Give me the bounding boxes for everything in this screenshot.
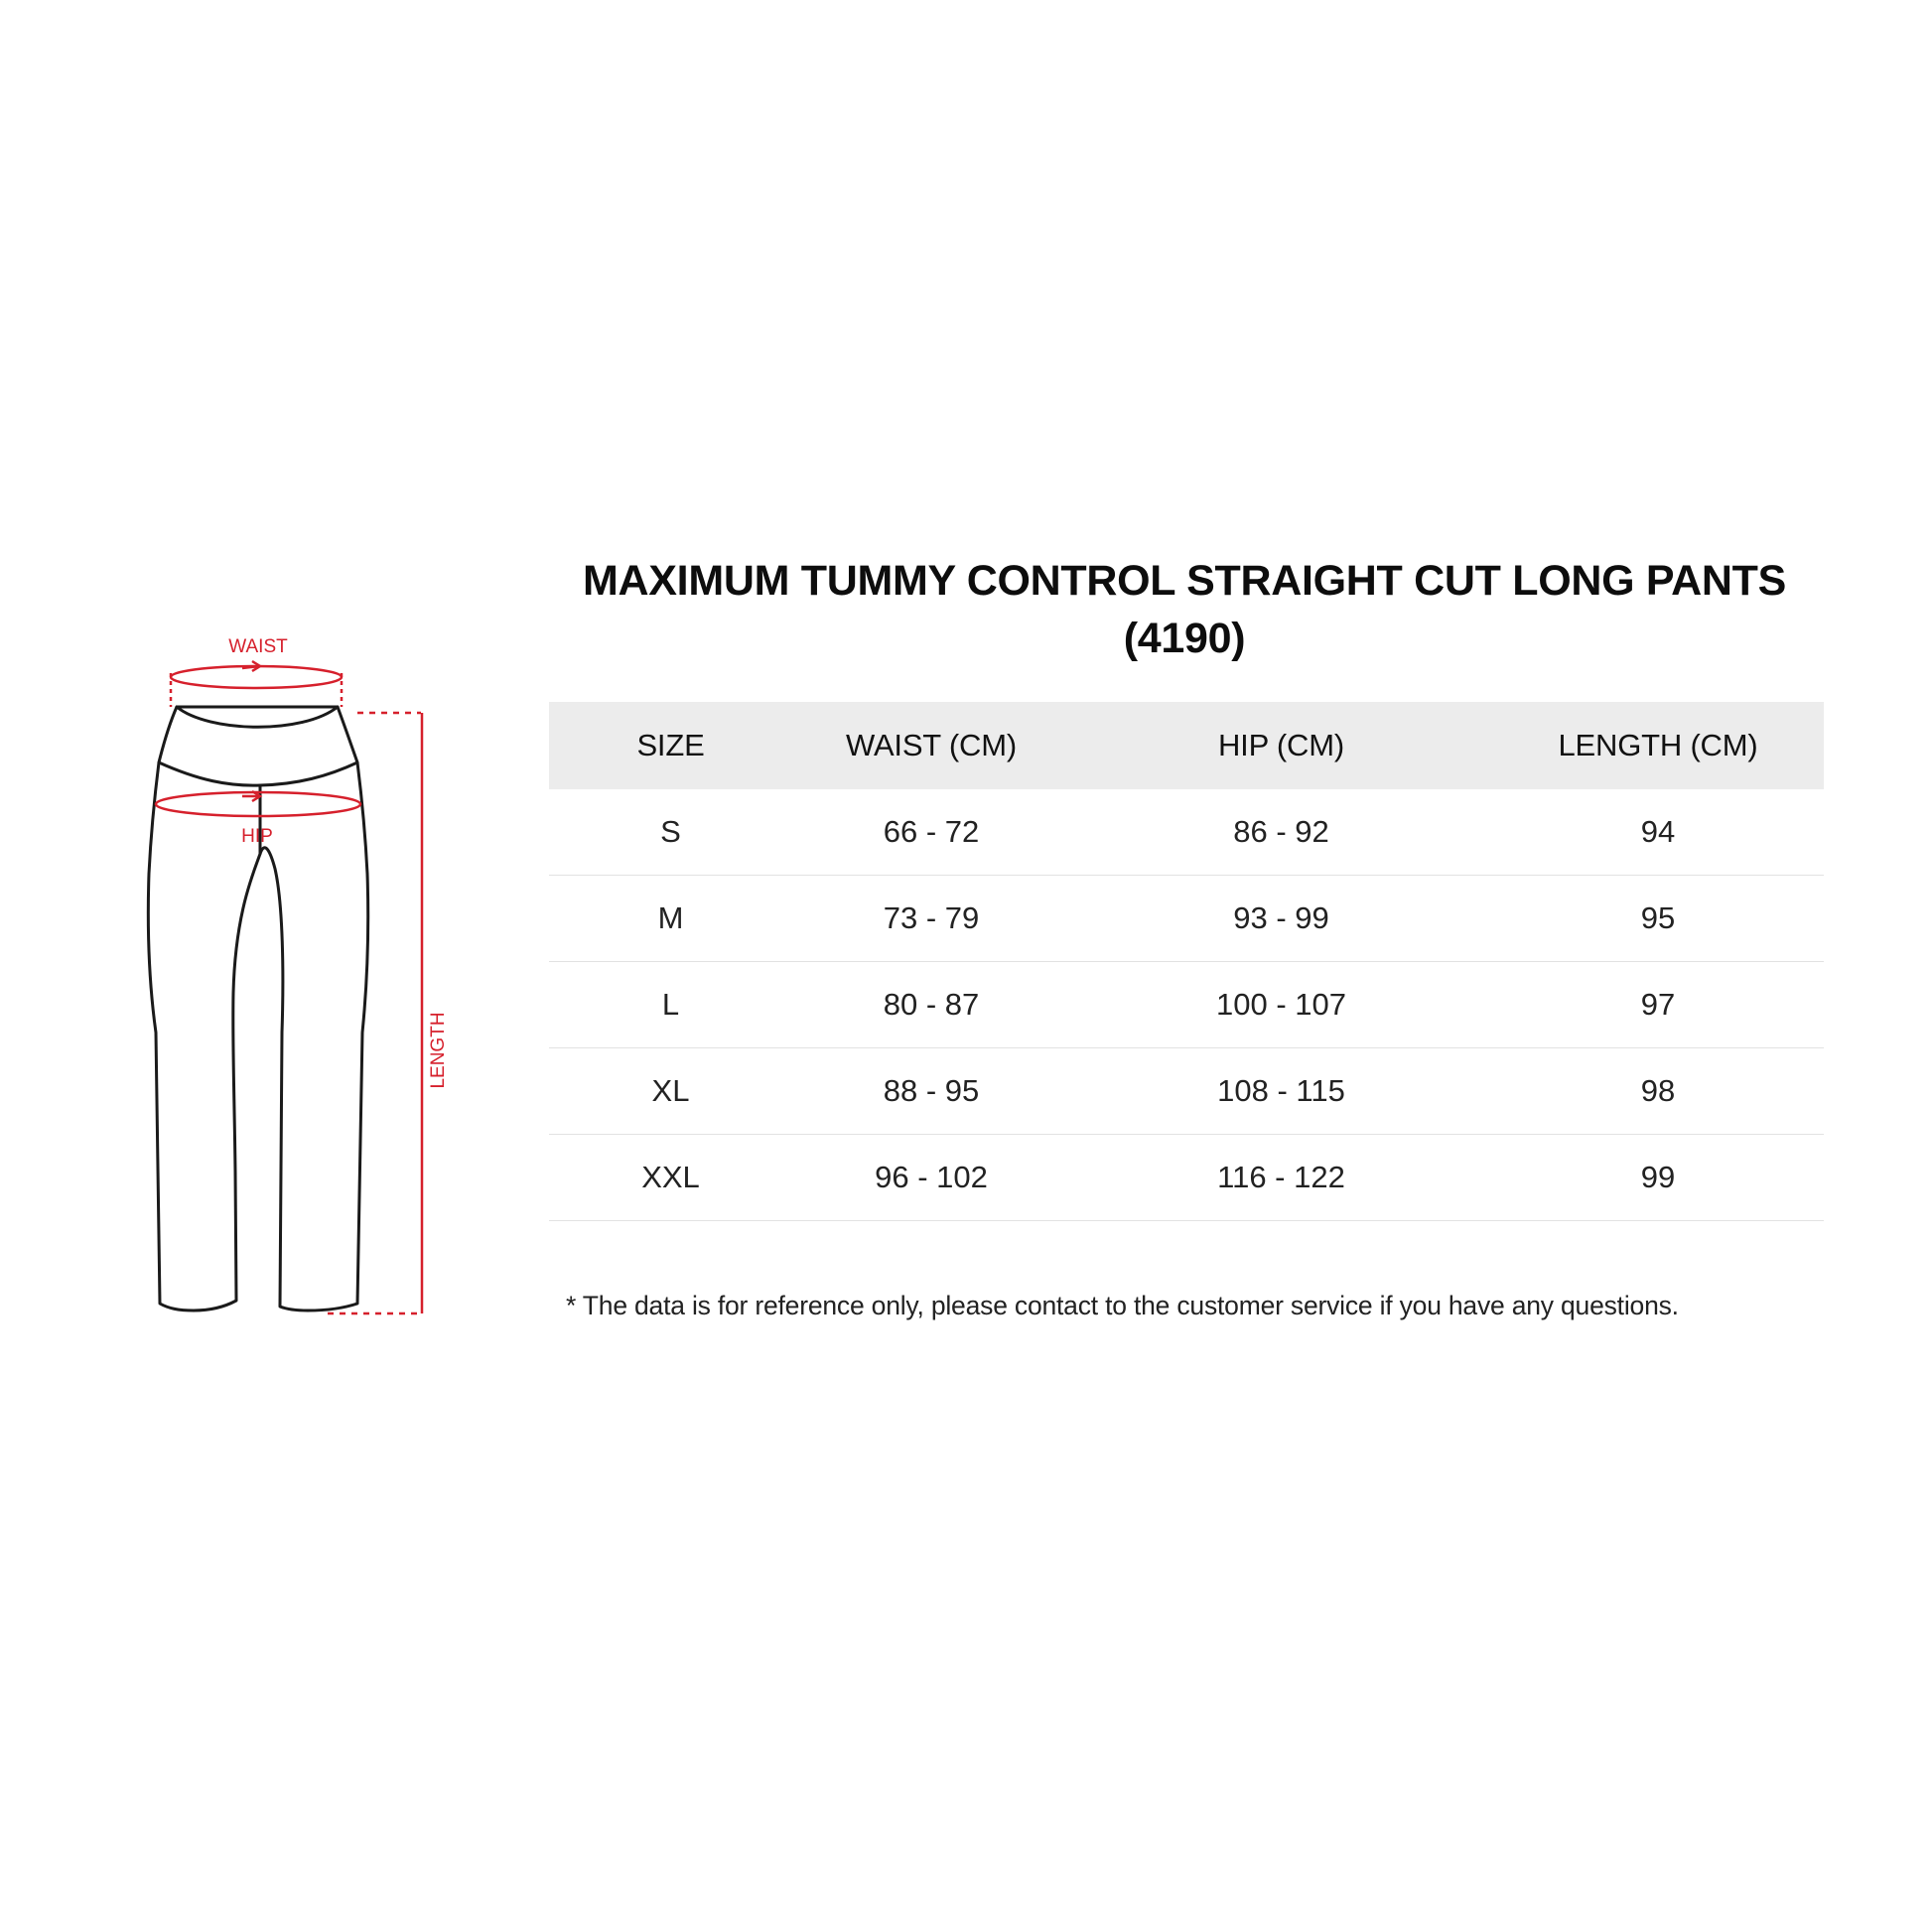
title-line-2: (4190) <box>1123 615 1246 662</box>
cell-waist: 80 - 87 <box>792 962 1070 1048</box>
cell-hip: 100 - 107 <box>1070 962 1492 1048</box>
table-row <box>549 1048 1824 1135</box>
table-row <box>549 789 1824 876</box>
cell-length: 95 <box>1492 876 1824 962</box>
cell-waist: 88 - 95 <box>792 1048 1070 1135</box>
length-label: LENGTH <box>428 1012 449 1089</box>
cell-size: XXL <box>549 1135 792 1221</box>
hip-label: HIP <box>241 826 273 847</box>
cell-size: L <box>549 962 792 1048</box>
cell-size: S <box>549 789 792 876</box>
cell-hip: 116 - 122 <box>1070 1135 1492 1221</box>
cell-waist: 66 - 72 <box>792 789 1070 876</box>
table-row <box>549 1135 1824 1221</box>
cell-length: 97 <box>1492 962 1824 1048</box>
size-table <box>549 702 1824 1221</box>
header-length: LENGTH (CM) <box>1492 702 1824 789</box>
waistband-curve <box>177 707 338 727</box>
cell-length: 94 <box>1492 789 1824 876</box>
header-waist: WAIST (CM) <box>792 702 1070 789</box>
cell-waist: 96 - 102 <box>792 1135 1070 1221</box>
cell-hip: 93 - 99 <box>1070 876 1492 962</box>
table-header-row <box>549 702 1824 789</box>
page-title <box>549 552 1820 667</box>
cell-length: 98 <box>1492 1048 1824 1135</box>
length-measure <box>328 713 422 1313</box>
waist-measure <box>171 661 342 707</box>
cell-size: M <box>549 876 792 962</box>
title-line-1: MAXIMUM TUMMY CONTROL STRAIGHT CUT LONG PANTS <box>583 557 1786 605</box>
disclaimer-note: * The data is for reference only, please contact to the customer service if you have any questions. <box>566 1291 1679 1320</box>
table-row <box>549 876 1824 962</box>
yoke-seam <box>159 762 357 785</box>
table-row <box>549 962 1824 1048</box>
cell-hip: 86 - 92 <box>1070 789 1492 876</box>
cell-length: 99 <box>1492 1135 1824 1221</box>
header-size: SIZE <box>549 702 792 789</box>
waist-label: WAIST <box>228 636 288 657</box>
cell-hip: 108 - 115 <box>1070 1048 1492 1135</box>
hip-measure <box>156 791 360 816</box>
cell-size: XL <box>549 1048 792 1135</box>
cell-waist: 73 - 79 <box>792 876 1070 962</box>
header-hip: HIP (CM) <box>1070 702 1492 789</box>
